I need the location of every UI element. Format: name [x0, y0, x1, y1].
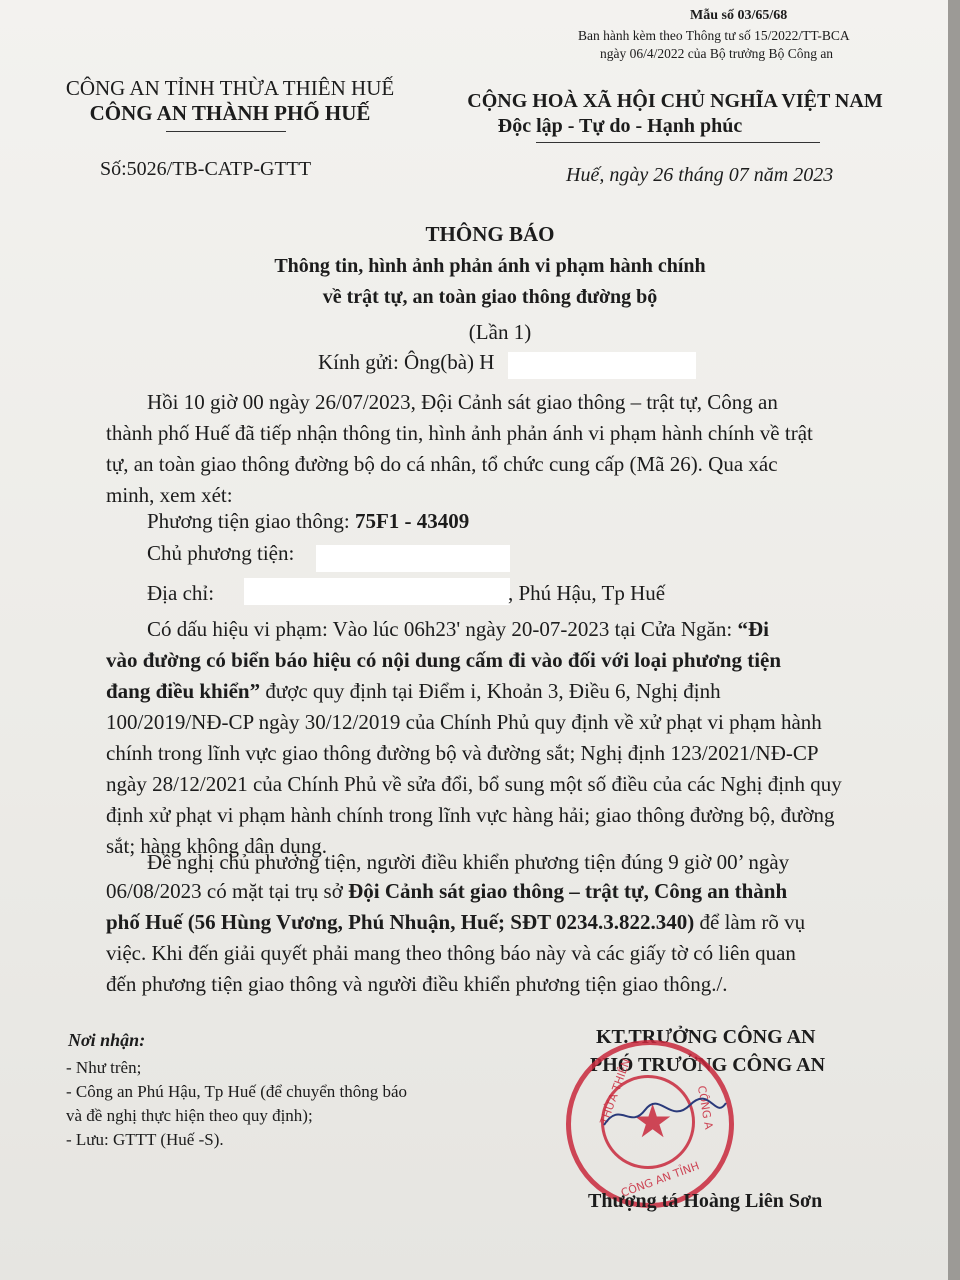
violation-line-4: 100/2019/NĐ-CP ngày 30/12/2019 của Chính Phủ quy định về xử phạt vi phạm hành	[106, 710, 822, 734]
violation-line-6: ngày 28/12/2021 của Chính Phủ về sửa đổi, bổ sung một số điều của các Nghị định quy	[106, 772, 842, 796]
request-purpose: để làm rõ vụ	[694, 910, 806, 934]
recipients-heading: Nơi nhận:	[68, 1030, 146, 1050]
recipient-line: Kính gửi: Ông(bà) H	[318, 350, 495, 374]
intro-line-3: tự, an toàn giao thông đường bộ do cá nhân, tổ chức cung cấp (Mã 26). Qua xác	[106, 452, 778, 476]
seal-text-right: CÔNG A	[694, 1084, 716, 1131]
violation-line-8: sắt; hàng không dân dụng.	[106, 834, 328, 858]
place-date: Huế, ngày 26 tháng 07 năm 2023	[566, 164, 834, 186]
signature-title-1: KT.TRƯỞNG CÔNG AN	[596, 1026, 816, 1048]
request-address: phố Huế (56 Hùng Vương, Phú Nhuận, Huế; SĐT 0234.3.822.340)	[106, 910, 695, 934]
violation-line-2: vào đường có biển báo hiệu có nội dung cấm đi vào đối với loại phương tiện	[106, 648, 782, 672]
form-date: ngày 06/4/2022 của Bộ trưởng Bộ Công an	[600, 46, 834, 61]
intro-line-1: Hồi 10 giờ 00 ngày 26/07/2023, Đội Cảnh sát giao thông – trật tự, Công an	[147, 390, 778, 414]
recipients-item-1: - Như trên;	[66, 1058, 142, 1077]
request-line-1: Đề nghị chủ phương tiện, người điều khiển phương tiện đúng 9 giờ 00’ ngày	[147, 850, 790, 874]
signer-name: Thượng tá Hoàng Liên Sơn	[588, 1190, 823, 1212]
address-label: Địa chỉ:	[147, 581, 215, 605]
recipients-item-3: - Lưu: GTTT (Huế -S).	[66, 1130, 224, 1149]
request-line-3	[106, 907, 805, 938]
request-line-5: đến phương tiện giao thông và người điều khiển phương tiện giao thông./.	[106, 972, 728, 996]
redacted-owner-name	[316, 545, 510, 572]
owner-label: Chủ phương tiện:	[147, 541, 295, 565]
seal-text-top: THỪA THIÊN	[597, 1056, 634, 1127]
violation-line-5: chính trong lĩnh vực giao thông đường bộ và đường sắt; Nghị định 123/2021/NĐ-CP	[106, 741, 819, 765]
motto-underline	[536, 142, 820, 143]
intro-line-2: thành phố Huế đã tiếp nhận thông tin, hình ảnh phản ánh vi phạm hành chính về trật	[106, 421, 813, 445]
violation-line-7: định xử phạt vi phạm hành chính trong lĩnh vực hàng hải; giao thông đường bộ, đường	[106, 803, 835, 827]
violation-line-3	[106, 676, 721, 707]
notice-subtitle-line1: Thông tin, hình ảnh phản ánh vi phạm hành chính	[274, 255, 706, 277]
form-circular: Ban hành kèm theo Thông tư số 15/2022/TT-BCA	[578, 28, 850, 43]
agency-name: CÔNG AN THÀNH PHỐ HUẾ	[89, 101, 371, 125]
recipients-item-2a: - Công an Phú Hậu, Tp Huế (để chuyển thông báo	[66, 1082, 408, 1101]
handwritten-signature	[600, 1095, 730, 1135]
signature-title-2: PHÓ TRƯỞNG CÔNG AN	[590, 1054, 826, 1076]
notice-title: THÔNG BÁO	[425, 222, 555, 246]
address-rest: , Phú Hậu, Tp Huế	[508, 581, 666, 605]
agency-underline	[166, 131, 286, 132]
notice-subtitle-line2: về trật tự, an toàn giao thông đường bộ	[322, 286, 658, 308]
request-date: 06/08/2023 có mặt tại trụ sở	[106, 879, 349, 903]
vehicle-line	[147, 506, 469, 537]
recipients-item-2b: và đề nghị thực hiện theo quy định);	[66, 1106, 313, 1125]
document-number: Số:5026/TB-CATP-GTTT	[100, 158, 312, 180]
vehicle-label: Phương tiện giao thông:	[147, 509, 355, 533]
redacted-recipient-name	[508, 352, 696, 379]
violation-quote-start: “Đi	[737, 617, 769, 641]
violation-quote-end: đang điều khiển”	[106, 679, 261, 703]
agency-parent: CÔNG AN TỈNH THỪA THIÊN HUẾ	[65, 76, 395, 100]
star-icon: ★	[632, 1094, 674, 1148]
violation-line-1	[147, 614, 769, 645]
request-line-2	[106, 876, 787, 907]
vehicle-plate: 75F1 - 43409	[354, 509, 470, 533]
background-edge	[948, 0, 960, 1280]
redacted-address	[244, 578, 510, 605]
request-office: Đội Cảnh sát giao thông – trật tự, Công an thành	[348, 879, 788, 903]
violation-intro: Có dấu hiệu vi phạm: Vào lúc 06h23' ngày 20-07-2023 tại Cửa Ngăn:	[147, 617, 738, 641]
seal-text-bottom: CÔNG AN TỈNH	[619, 1159, 702, 1200]
form-number: Mẫu số 03/65/68	[690, 8, 788, 23]
violation-legal-basis: được quy định tại Điểm i, Khoản 3, Điều 6, Nghị định	[260, 679, 721, 703]
notice-round: (Lần 1)	[468, 320, 532, 344]
request-line-4: việc. Khi đến giải quyết phải mang theo thông báo này và các giấy tờ có liên quan	[106, 941, 796, 965]
country-name: CỘNG HOÀ XÃ HỘI CHỦ NGHĨA VIỆT NAM	[467, 90, 883, 112]
intro-line-4: minh, xem xét:	[106, 483, 233, 507]
national-motto: Độc lập - Tự do - Hạnh phúc	[497, 115, 743, 137]
